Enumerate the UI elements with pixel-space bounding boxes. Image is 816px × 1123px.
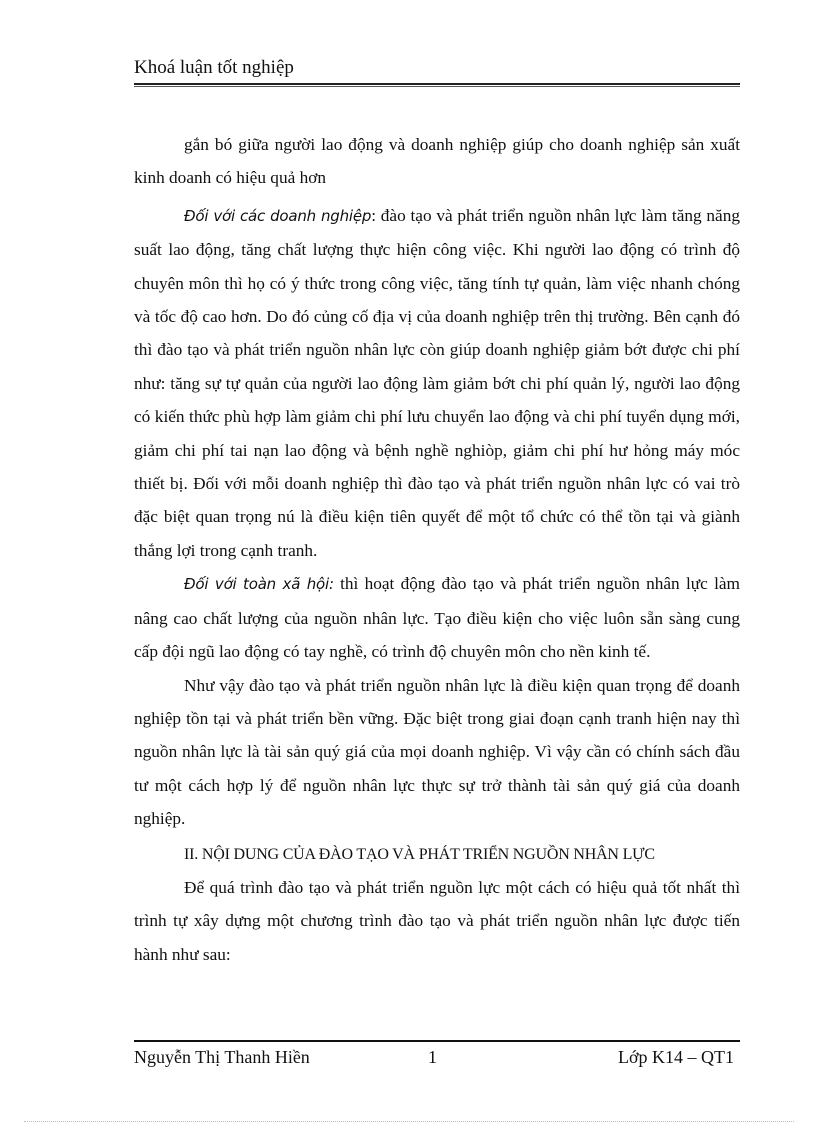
footer-class: Lớp K14 – QT1 — [617, 1047, 734, 1067]
page-boundary-dotted — [24, 1121, 794, 1122]
paragraph-lead-italic: Đối với các doanh nghiệp — [184, 206, 372, 225]
paragraph-enterprises — [134, 199, 740, 567]
footer-page-number: 1 — [428, 1047, 437, 1067]
document-body — [134, 128, 740, 971]
header-title: Khoá luận tốt nghiệp — [134, 57, 294, 78]
footer-row — [134, 1045, 740, 1069]
paragraph-body: thì hoạt động đào tạo và phát triển nguồn nhân lực làm nâng cao chất lượng của nguồn nhân lực. Tạo điều kiện cho việc luôn sẵn sàng cung cấp đội ngũ lao động có tay nghề, có trình độ chuyên môn cho nền kinh tế. — [134, 574, 740, 662]
paragraph-conclusion: Như vậy đào tạo và phát triển nguồn nhân lực là điều kiện quan trọng để doanh nghiệp tồn tại và phát triển bền vững. Đặc biệt trong giai đoạn cạnh tranh hiện nay thì nguồn nhân lực là tài sản quý giá của mọi doanh nghiệp. Vì vậy cần có chính sách đầu tư một cách hợp lý để nguồn nhân lực thực sự trở thành tài sản quý giá của doanh nghiệp. — [134, 675, 740, 829]
paragraph-body: : đào tạo và phát triển nguồn nhân lực làm tăng năng suất lao động, tăng chất lượng thực hiện công việc. Khi người lao động có trình độ chuyên môn thì họ có ý thức trong công việc, tăng tính tự quản, làm việc nhanh chóng và tốc độ cao hơn. Do đó củng cố địa vị của doanh nghiệp trên thị trường. Bên cạnh đó thì đào tạo và phát triển nguồn nhân lực còn giúp doanh nghiệp giảm bớt được chi phí như: tăng sự tự quản của người lao động làm giảm bớt chi phí quản lý, người lao động có kiến thức phù hợp làm giảm chi phí lưu chuyển lao động và chi phí tuyển dụng mới, giảm chi phí tai nạn lao động và bệnh nghề nghiòp, giảm chi phí hư hỏng máy móc thiết bị. Đối với mỗi doanh nghiệp thì đào tạo và phát triển nguồn nhân lực có vai trò đặc biệt quan trọng nú là điều kiện tiên quyết để một tổ chức có thể tồn tại và giành thắng lợi trong cạnh tranh. — [134, 205, 740, 560]
footer-author: Nguyễn Thị Thanh Hiền — [134, 1047, 310, 1067]
paragraph-continuation: gắn bó giữa người lao động và doanh nghiệp giúp cho doanh nghiệp sản xuất kinh doanh có hiệu quả hơn — [134, 135, 740, 188]
section-heading: II. NỘI DUNG CỦA ĐÀO TẠO VÀ PHÁT TRIỂN NGUỒN NHÂN LỰC — [184, 845, 655, 863]
footer-rule — [134, 1040, 740, 1042]
paragraph-lead-italic: Đối với toàn xã hội: — [184, 575, 334, 594]
page-footer — [134, 1040, 740, 1069]
header-double-rule — [134, 83, 740, 87]
paragraph-society — [134, 567, 740, 668]
page-header — [134, 57, 740, 87]
paragraph-process-intro: Để quá trình đào tạo và phát triển nguồn lực một cách có hiệu quả tốt nhất thì trình tự xây dựng một chương trình đào tạo và phát triển nguồn nhân lực được tiến hành như sau: — [134, 877, 740, 964]
